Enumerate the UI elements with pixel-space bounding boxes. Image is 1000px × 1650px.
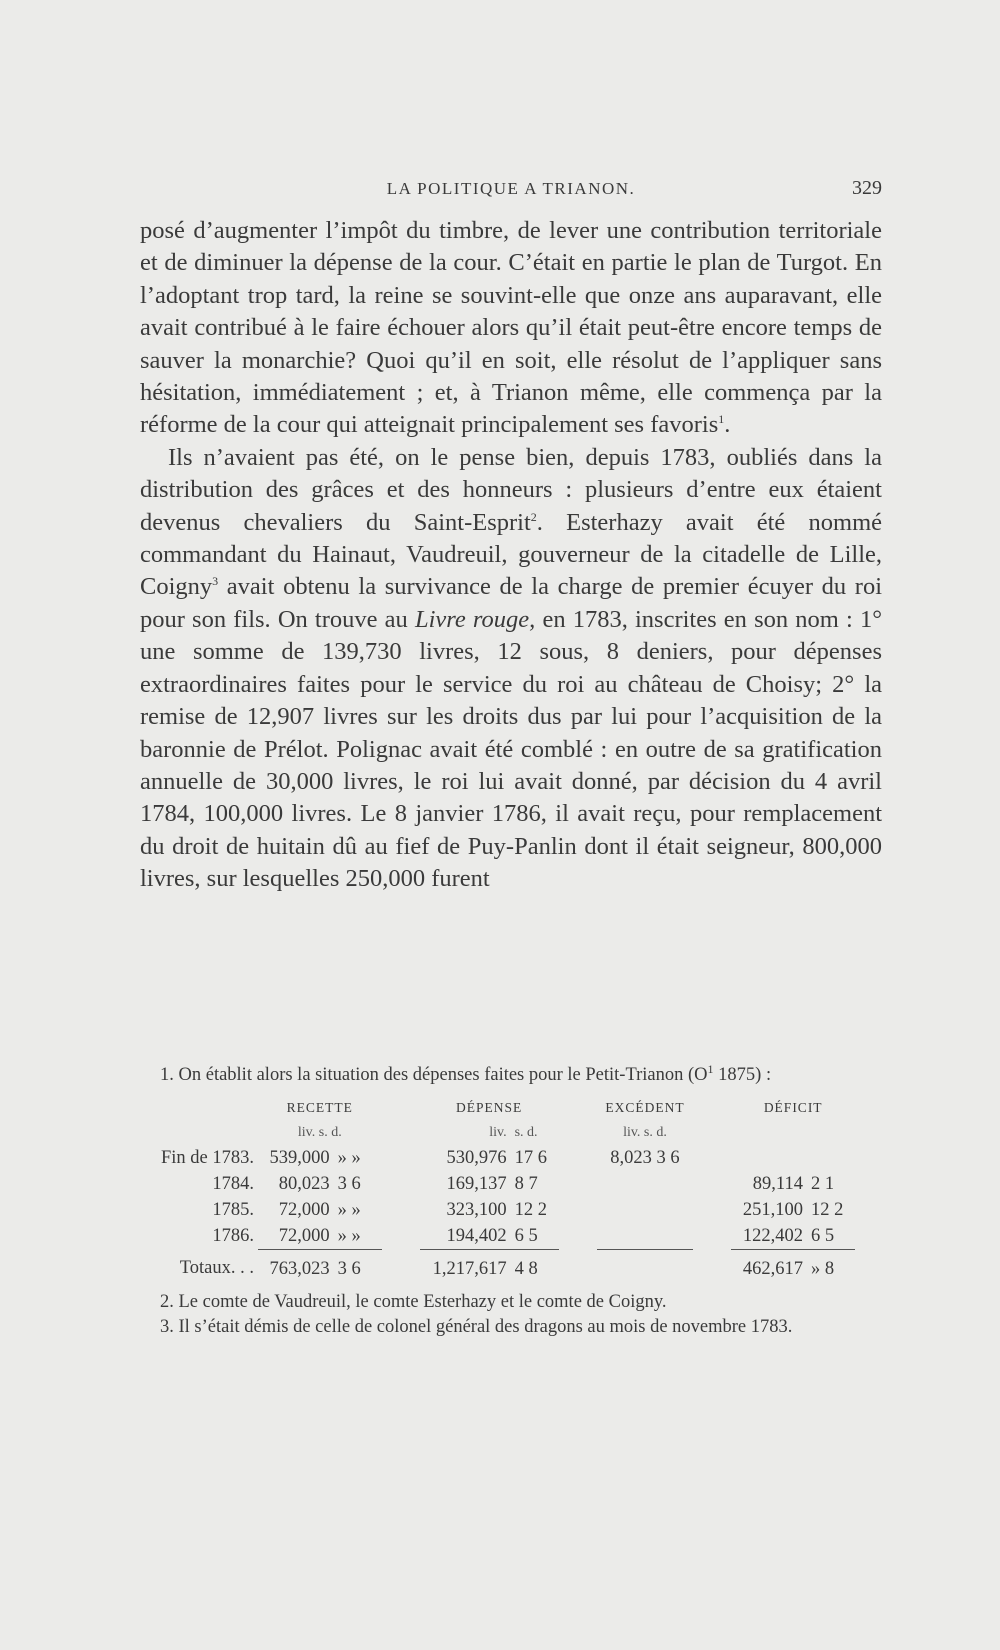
cell-depense-sd: 12 2 [514,1199,547,1220]
totals-label: Totaux. . . [179,1258,254,1279]
header-deficit: DÉFICIT [763,1099,823,1115]
paragraph-2-text-a: Ils n’avaient pas été, on le pense bien, depuis 1783, oubliés dans la distribution des grâces et des honneurs : plusieurs d’entre eux étaient devenus chevaliers du Saint-Esprit [140,443,882,536]
units-depense-sd: s. d. [514,1125,538,1140]
paragraph-1-end: . [724,411,731,439]
footnote-1-end: 1875) : [713,1065,772,1085]
row-label: 1785. [212,1199,254,1220]
cell-recette-sd: » » [337,1147,361,1168]
cell-excedent: 8,023 3 6 [610,1147,680,1168]
page-header [140,175,882,205]
units-excedent: liv. s. d. [623,1125,667,1140]
row-label: 1784. [212,1173,254,1194]
cell-depense: 194,402 [446,1225,507,1246]
cell-deficit-sd: 6 5 [811,1225,835,1246]
table-totals-row [140,1250,855,1283]
main-text [140,215,882,896]
cell-deficit: 251,100 [742,1199,803,1220]
total-recette: 763,023 [258,1250,334,1283]
cell-recette: 539,000 [269,1147,330,1168]
footnote-1 [140,1063,882,1088]
cell-deficit: 122,402 [742,1225,803,1246]
total-deficit: 462,617 [731,1250,807,1283]
paragraph-2-text-d: en 1783, inscrites en son nom : 1° une somme de 139,730 livres, 12 sous, 8 deniers, pour dépenses extraordinaires faites pour le service du roi au château de Choisy; 2° la remise de 12,907 livres sur les droits dus par lui pour l’acquisition de la baronnie de Prélot. Polignac avait été comblé : en outre de sa gratification annuelle de 30,000 livres, le roi lui avait donné, par décision du 4 avril 1784, 100,000 livres. Le 8 janvier 1786, il avait reçu, pour remplacement du droit de huitain dû au fief de Puy-Panlin dont il était seigneur, 800,000 livres, sur lesquelles 250,000 furent [140,605,882,893]
paragraph-2 [140,442,882,896]
expense-table [140,1094,855,1282]
page-number: 329 [852,177,882,199]
cell-depense: 323,100 [446,1199,507,1220]
cell-depense: 530,976 [446,1147,507,1168]
cell-depense: 169,137 [446,1173,507,1194]
cell-recette: 72,000 [278,1225,330,1246]
footnote-3: 3. Il s’était démis de celle de colonel général des dragons au mois de novembre 1783. [160,1317,793,1337]
units-recette: liv. s. d. [297,1125,342,1140]
paragraph-2-text-b: . Esterhazy avait été nommé commandant du Hainaut, Vaudreuil, gouverneur de la citadelle de Lille, Coigny [140,508,882,601]
cell-deficit [731,1145,807,1171]
cell-deficit: 89,114 [752,1173,803,1194]
footnote-1-text: 1. On établit alors la situation des dépenses faites pour le Petit-Trianon (O [160,1065,708,1085]
footnote-ref-3: 3 [212,574,219,589]
header-excedent: EXCÉDENT [605,1099,685,1115]
cell-recette-sd: 3 6 [337,1173,361,1194]
running-title: LA POLITIQUE A TRIANON. [386,179,636,198]
units-depense-liv: liv. [489,1125,507,1140]
italic-title: Livre rouge, [414,605,536,633]
footnote-ref-1: 1 [718,412,725,427]
cell-excedent [597,1171,694,1197]
total-deficit-sd: » 8 [807,1250,855,1283]
table-header-row [140,1094,855,1120]
header-depense: DÉPENSE [455,1099,523,1115]
cell-deficit-sd: 12 2 [811,1199,844,1220]
total-depense-sd: 4 8 [511,1250,559,1283]
cell-depense-sd: 8 7 [514,1173,538,1194]
cell-deficit-sd [807,1145,855,1171]
footnote-ref-2: 2 [530,509,537,524]
cell-recette-sd: » » [337,1225,361,1246]
cell-excedent [597,1223,694,1250]
cell-depense-sd: 6 5 [514,1225,538,1246]
cell-excedent [597,1197,694,1223]
table-row [140,1171,855,1197]
table-row [140,1223,855,1250]
footnote-2: 2. Le comte de Vaudreuil, le comte Esterhazy et le comte de Coigny. [160,1292,667,1312]
paragraph-1-text: posé d’augmenter l’impôt du timbre, de lever une contribution territoriale et de diminuer la dépense de la cour. C’était en partie le plan de Turgot. En l’adoptant trop tard, la reine se souvint-elle que onze ans auparavant, elle avait contribué à le faire échouer alors qu’il était peut-être encore temps de sauver la monarchie? Quoi qu’il en soit, elle résolut de l’appliquer sans hésitation, immédiatement ; et, à Trianon même, elle commença par la réforme de la cour qui atteignait principalement ses favoris [140,217,882,439]
cell-recette-sd: » » [337,1199,361,1220]
header-recette: RECETTE [286,1099,353,1115]
cell-deficit-sd: 2 1 [811,1173,835,1194]
footnotes [140,1063,882,1340]
row-label: 1786. [212,1225,254,1246]
table-row [140,1145,855,1171]
paragraph-1 [140,215,882,442]
paragraph-2-text-c: avait obtenu la survivance de la charge de premier écuyer du roi pour son fils. On trouve au [140,573,882,633]
table-row [140,1197,855,1223]
table-units-row [140,1120,855,1145]
cell-depense-sd: 17 6 [514,1147,547,1168]
total-depense: 1,217,617 [420,1250,511,1283]
total-recette-sd: 3 6 [334,1250,382,1283]
cell-recette: 72,000 [278,1199,330,1220]
row-label: Fin de 1783. [160,1147,254,1168]
cell-recette: 80,023 [278,1173,330,1194]
total-excedent-rule [597,1250,694,1283]
footnote-1-sup: 1 [707,1061,714,1076]
